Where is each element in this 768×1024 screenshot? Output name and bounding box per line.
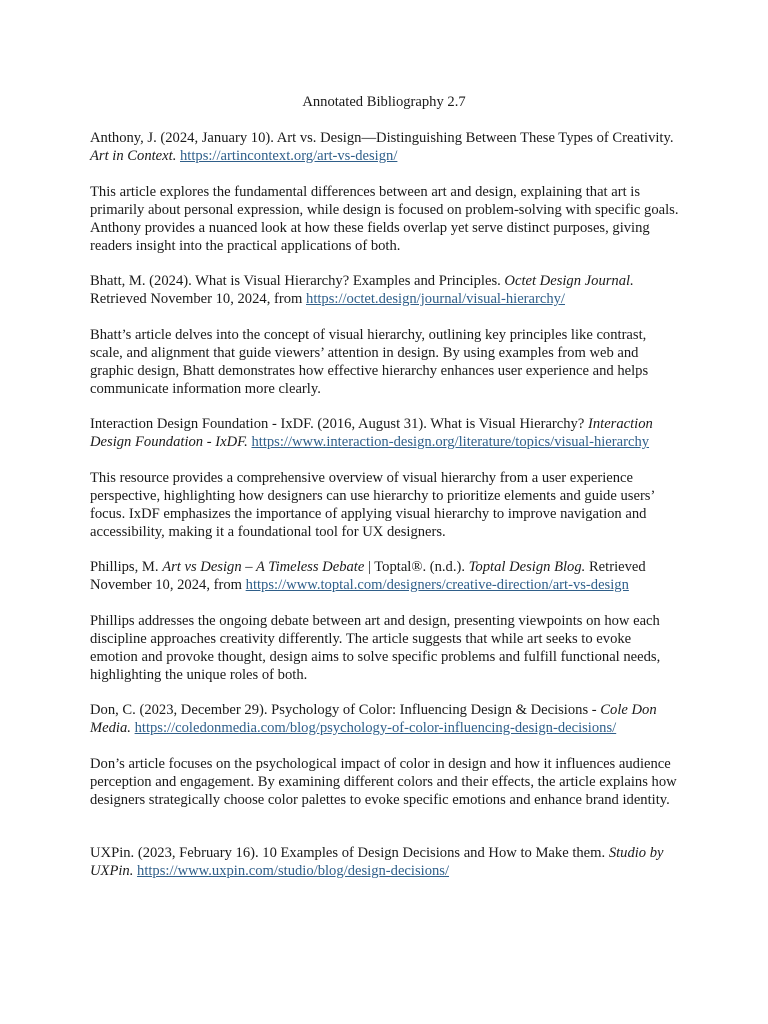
citation-anthony	[90, 130, 682, 166]
citation-uxpin	[90, 845, 682, 881]
citation-source: Art in Context.	[90, 147, 177, 164]
document-title: Annotated Bibliography 2.7	[302, 94, 466, 110]
citation-link[interactable]: https://artincontext.org/art-vs-design/	[180, 147, 398, 164]
citation-publisher: | Toptal®. (n.d.).	[364, 559, 469, 575]
citation-source: Cole Don Media.	[90, 702, 657, 736]
citation-text: Bhatt, M. (2024). What is Visual Hierarchy? Examples and Principles.	[90, 273, 505, 289]
citation-text: Phillips, M.	[90, 559, 163, 575]
citation-text: Anthony, J. (2024, January 10). Art vs. Design—Distinguishing Between These Types of Creativity.	[90, 130, 674, 146]
annotation-ixdf: This resource provides a comprehensive overview of visual hierarchy from a user experience perspective, highlighting how designers can use hierarchy to prioritize elements and guide users’ focus. IxDF emphasizes the importance of applying visual hierarchy to improve navigation and accessibility, making it a foundational tool for UX designers.	[90, 470, 655, 540]
citation-bhatt	[90, 273, 682, 309]
citation-link[interactable]: https://www.uxpin.com/studio/blog/design-decisions/	[137, 862, 450, 879]
citation-don	[90, 702, 682, 738]
citation-source: Studio by UXPin.	[90, 845, 664, 879]
annotation-anthony: This article explores the fundamental differences between art and design, explaining that art is primarily about personal expression, while design is focused on problem-solving with specific goals. Anthony provides a nuanced look at how these fields overlap yet serve distinct purposes, giving readers insight into the practical applications of both.	[90, 184, 679, 254]
citation-link[interactable]: https://www.interaction-design.org/literature/topics/visual-hierarchy	[251, 433, 650, 450]
citation-source: Octet Design Journal.	[504, 273, 634, 289]
citation-retrieved: Retrieved November 10, 2024, from	[90, 559, 646, 593]
citation-title: Art vs Design – A Timeless Debate	[162, 559, 365, 575]
citation-source: Toptal Design Blog.	[468, 559, 586, 575]
citation-link[interactable]: https://coledonmedia.com/blog/psychology-of-color-influencing-design-decisions/	[134, 719, 617, 736]
citation-text: Interaction Design Foundation - IxDF. (2016, August 31). What is Visual Hierarchy?	[90, 416, 588, 432]
citation-ixdf	[90, 416, 682, 452]
citation-text: Don, C. (2023, December 29). Psychology of Color: Influencing Design & Decisions -	[90, 702, 601, 718]
citation-link[interactable]: https://www.toptal.com/designers/creative-direction/art-vs-design	[245, 576, 629, 593]
citation-phillips	[90, 559, 682, 595]
annotation-phillips: Phillips addresses the ongoing debate between art and design, presenting viewpoints on how each discipline approaches creativity differently. The article suggests that while art seeks to evoke emotion and provoke thought, design aims to solve specific problems and fulfill functional needs, highlighting the unique roles of both.	[90, 613, 661, 683]
annotation-bhatt: Bhatt’s article delves into the concept of visual hierarchy, outlining key principles like contrast, scale, and alignment that guide viewers’ attention in design. By using examples from web and graphic design, Bhatt demonstrates how effective hierarchy enhances user experience and helps communicate information more clearly.	[90, 327, 649, 397]
citation-text: UXPin. (2023, February 16). 10 Examples of Design Decisions and How to Make them.	[90, 845, 609, 861]
citation-source: Interaction Design Foundation - IxDF.	[90, 416, 653, 450]
citation-link[interactable]: https://octet.design/journal/visual-hierarchy/	[306, 290, 565, 307]
annotation-don: Don’s article focuses on the psychological impact of color in design and how it influences audience perception and engagement. By examining different colors and their effects, the article explains how designers strategically choose color palettes to evoke specific emotions and enhance brand identity.	[90, 756, 677, 808]
citation-retrieved: Retrieved November 10, 2024, from	[90, 290, 307, 307]
